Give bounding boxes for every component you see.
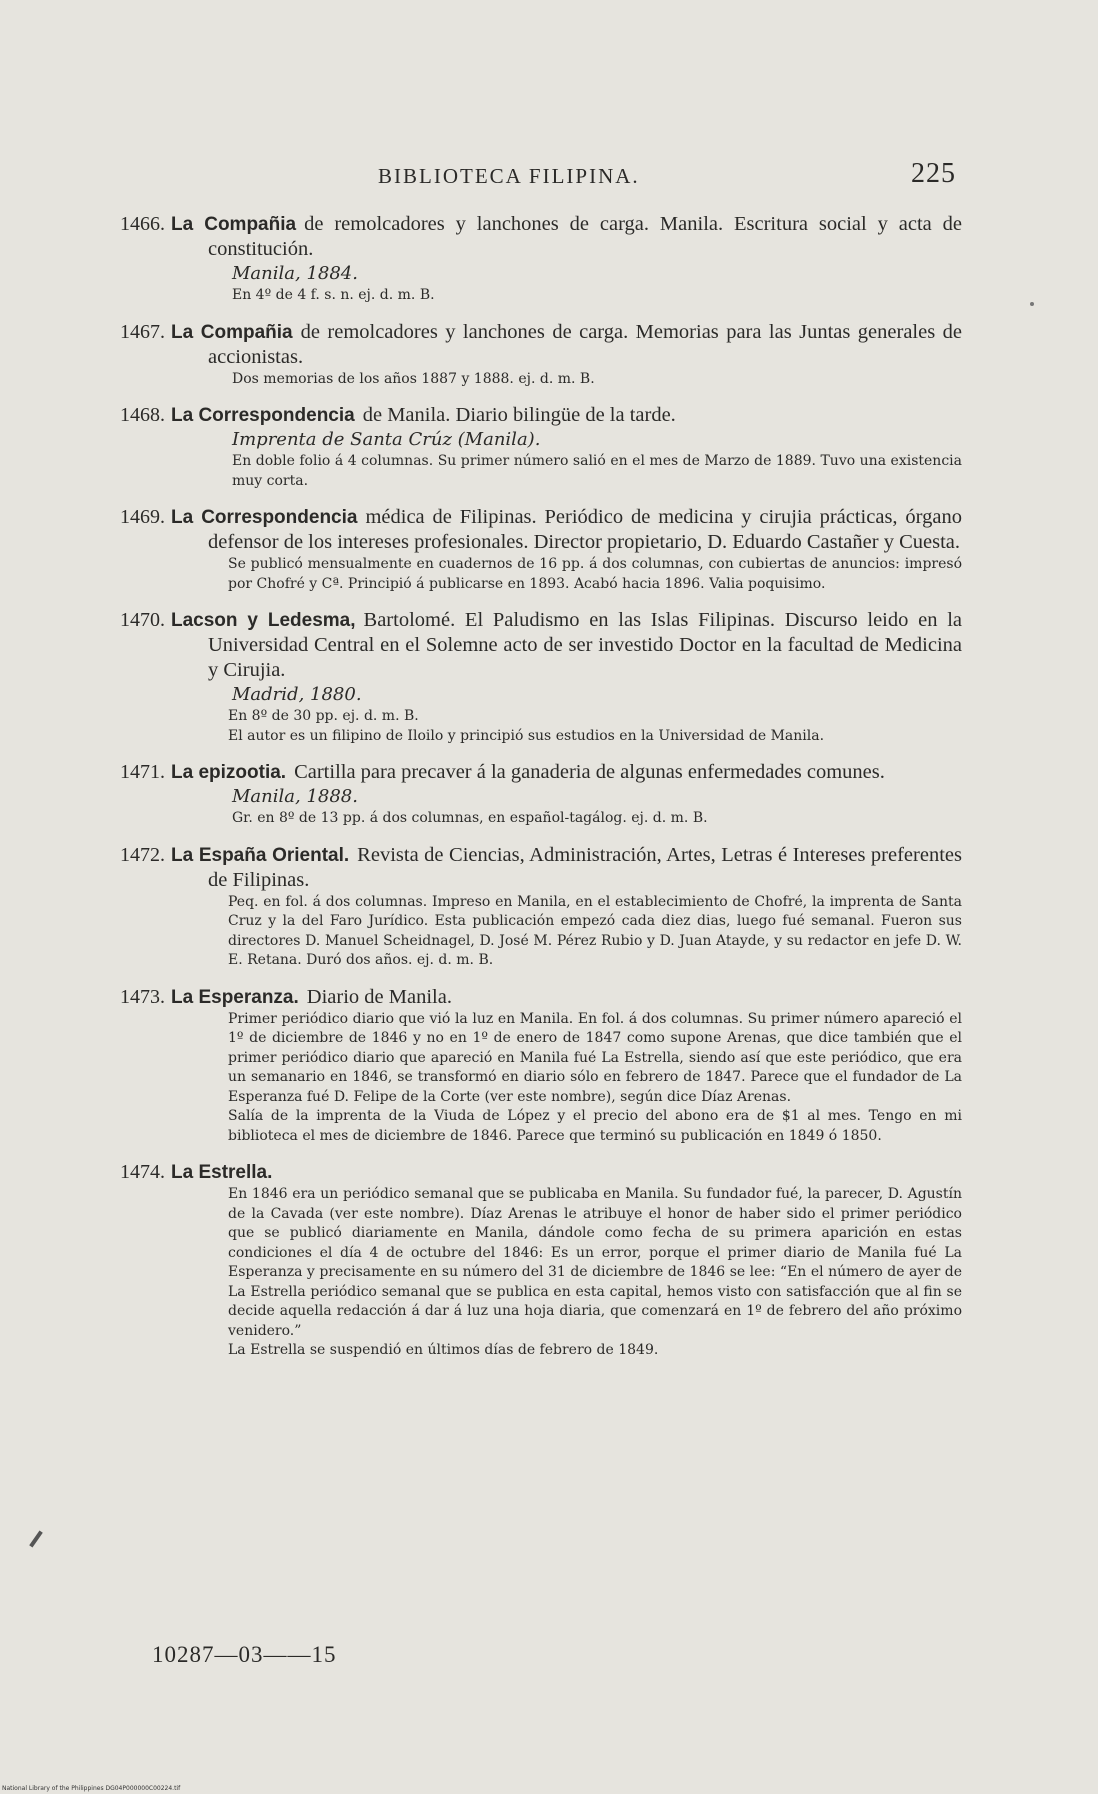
entry-heading: La Correspondencia — [171, 507, 358, 528]
entry-note: Salía de la imprenta de la Viuda de López y el precio del abono era de $1 al mes. Tengo en mi biblioteca el mes de diciembre de 1846. Parece que terminó su publicación en 1849 ó 1850. — [228, 1108, 962, 1144]
entry-note: En 1846 era un periódico semanal que se publicaba en Manila. Su fundador fué, la parecer, D. Agustín de la Cavada (ver este nombre). Díaz Arenas le atribuye el honor de haber sido el primer periódico que se publicó diariamente en Manila, dándole como fecha de su primera aparición en estas condiciones el día 4 de octubre del 1846: Es un error, porque el primer diario de Manila fué La Esperanza y precisamente en su número del 31 de diciembre de 1846 se lee: “En el número de ayer de La Estrella periódico semanal que se publica en esta capital, hemos visto con satisfacción que al fin se decide aquella redacción á dar á luz una hoja diaria, que comenzará en 1º de febrero del año próximo venidero.” — [228, 1186, 962, 1339]
entry-imprint: Manila, 1884. — [232, 263, 358, 284]
entry-heading: La España Oriental. — [171, 844, 350, 866]
page-number: 225 — [911, 158, 956, 189]
entry-main-line — [120, 1160, 962, 1185]
entry-main-line — [120, 403, 962, 428]
bibliography-entry — [120, 608, 962, 746]
bibliography-entry — [120, 760, 962, 829]
bibliography-entry — [120, 320, 962, 390]
entry-heading: La Correspondencia — [171, 405, 355, 426]
entry-main-line — [120, 843, 962, 893]
entry-note: La Estrella se suspendió en últimos días de febrero de 1849. — [228, 1342, 659, 1358]
pen-mark — [29, 1530, 43, 1547]
entry-note: Dos memorias de los años 1887 y 1888. ej. d. m. B. — [232, 370, 595, 387]
entry-title: de Manila. Diario bilingüe de la tarde. — [362, 404, 676, 426]
entry-number: 1468. — [120, 404, 165, 426]
bibliography-entry — [120, 212, 962, 306]
entry-title: de remolcadores y lanchones de carga. Manila. Escritura social y acta de constitución. — [208, 213, 962, 260]
printer-signature: 10287—03——15 — [152, 1642, 337, 1667]
entry-note: Peq. en fol. á dos columnas. Impreso en Manila, en el establecimiento de Chofré, la imprenta de Santa Cruz y la del Faro Jurídico. Esta publicación empezó cada diez dias, luego fué semanal. Fueron sus directores D. Manuel Scheidnagel, D. José M. Pérez Rubio y D. Juan Atayde, y su redactor en jefe D. W. E. Retana. Duró dos años. ej. d. m. B. — [228, 893, 962, 968]
entry-title: Bartolomé. El Paludismo en las Islas Filipinas. Discurso leido en la Universidad Central en el Solemne acto de ser investido Doctor en la facultad de Medicina y Cirujia. — [208, 609, 962, 681]
entry-title: Diario de Manila. — [306, 985, 452, 1008]
entry-note: En doble folio á 4 columnas. Su primer número salió en el mes de Marzo de 1889. Tuvo una existencia muy corta. — [232, 453, 962, 489]
entry-number: 1473. — [120, 985, 165, 1008]
entry-main-line — [120, 505, 962, 555]
entry-number: 1467. — [120, 320, 165, 343]
entry-heading: La epizootia. — [171, 762, 287, 783]
entry-main-line — [120, 320, 962, 370]
entry-imprint: Madrid, 1880. — [232, 684, 362, 705]
entry-note: En 4º de 4 f. s. n. ej. d. m. B. — [232, 287, 435, 303]
entry-main-line — [120, 608, 962, 683]
entry-note: Primer periódico diario que vió la luz en Manila. En fol. á dos columnas. Su primer número apareció el 1º de diciembre de 1846 y no en 1º de enero de 1847 como supone Arenas, que dice también que el primer periódico diario que apareció en Manila fué La Estrella, siendo así que este periódico, que era un semanario en 1846, se transformó en diario sólo en febrero de 1847. Parece que el fundador de La Esperanza fué D. Felipe de la Corte (ver este nombre), según dice Díaz Arenas. — [228, 1010, 962, 1105]
bibliography-entry — [120, 505, 962, 594]
entry-title: Cartilla para precaver á la ganaderia de algunas enfermedades comunes. — [294, 761, 885, 783]
entry-number: 1471. — [120, 761, 165, 783]
entry-number: 1466. — [120, 213, 165, 235]
entry-imprint: Manila, 1888. — [232, 786, 358, 807]
entry-title: de remolcadores y lanchones de carga. Memorias para las Juntas generales de accionistas. — [208, 320, 962, 368]
entry-heading: La Compañia — [171, 321, 293, 343]
running-title: BIBLIOTECA FILIPINA. — [378, 164, 640, 188]
page-header — [140, 158, 960, 198]
bibliography-entry — [120, 1160, 962, 1361]
entry-main-line — [120, 212, 962, 262]
entry-heading: Lacson y Ledesma, — [171, 610, 356, 631]
entry-note: El autor es un filipino de Iloilo y principió sus estudios en la Universidad de Manila. — [228, 727, 825, 744]
entry-main-line — [120, 760, 962, 785]
bibliography-entry — [120, 403, 962, 491]
entry-note: Gr. en 8º de 13 pp. á dos columnas, en español-tagálog. ej. d. m. B. — [232, 810, 708, 826]
entry-title: médica de Filipinas. Periódico de medicina y cirujia prácticas, órgano defensor de los intereses profesionales. Director propietario, D. Eduardo Castañer y Cuesta. — [208, 506, 962, 553]
entry-heading: La Compañia — [171, 214, 297, 235]
entry-heading: La Estrella. — [171, 1162, 273, 1183]
entry-number: 1469. — [120, 506, 165, 528]
entry-number: 1470. — [120, 609, 165, 631]
bibliography-entry — [120, 843, 962, 971]
entry-main-line — [120, 985, 962, 1010]
entry-number: 1472. — [120, 843, 165, 866]
entry-list — [120, 212, 962, 1375]
bibliography-entry — [120, 985, 962, 1147]
entry-number: 1474. — [120, 1161, 165, 1183]
scan-footer: National Library of the Philippines DG04P000000C00224.tif — [2, 1785, 181, 1792]
entry-title: Revista de Ciencias, Administración, Artes, Letras é Intereses preferentes de Filipinas. — [208, 843, 962, 891]
entry-note: En 8º de 30 pp. ej. d. m. B. — [228, 708, 419, 724]
speck-mark — [1030, 302, 1034, 306]
entry-heading: La Esperanza. — [171, 986, 299, 1008]
entry-note: Se publicó mensualmente en cuadernos de 16 pp. á dos columnas, con cubiertas de anuncios: impresó por Chofré y Cª. Principió á publicarse en 1893. Acabó hacia 1896. Valia poquisimo. — [228, 556, 962, 592]
entry-imprint: Imprenta de Santa Crúz (Manila). — [232, 429, 541, 450]
